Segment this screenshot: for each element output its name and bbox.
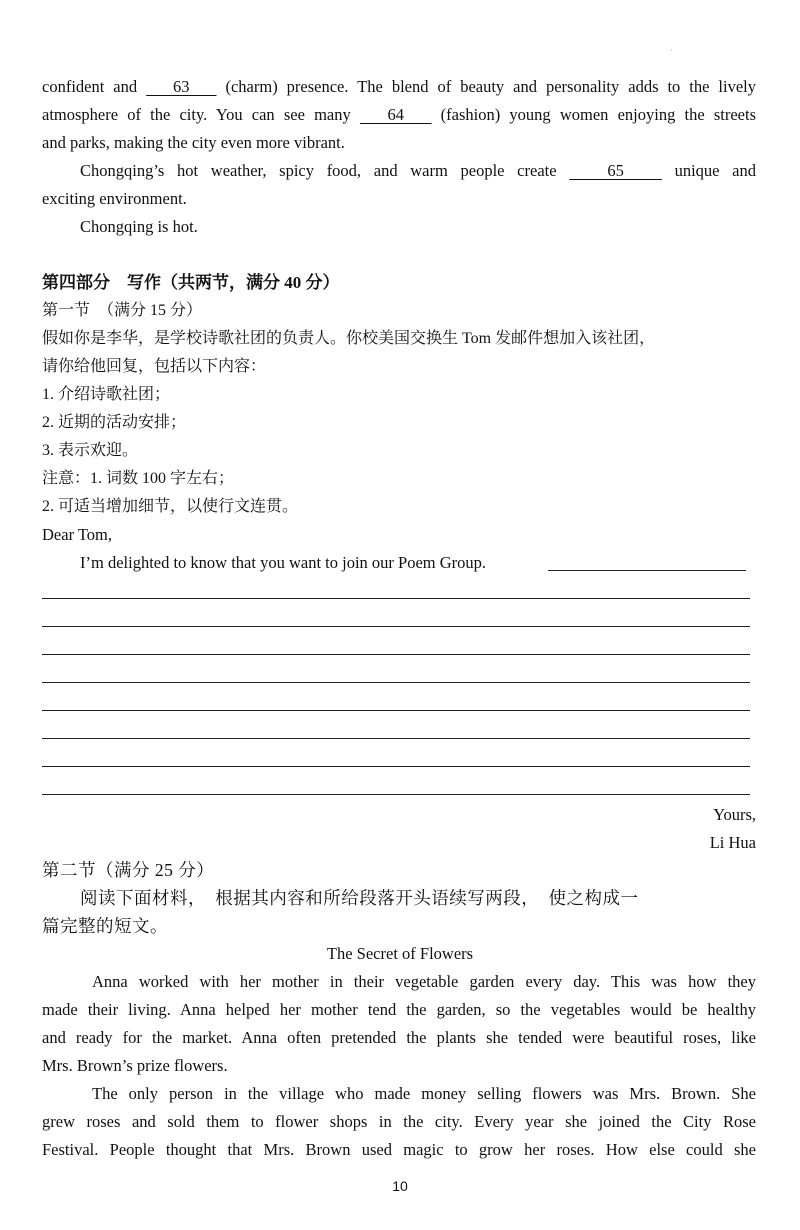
scan-mark: · [670, 46, 673, 55]
letter-greeting: Dear Tom, [42, 525, 113, 544]
text: (charm) presence. The blend of beauty and personality adds to the lively [216, 77, 757, 96]
instruction-line-1: 阅读下面材料， 根据其内容和所给段落开头语续写两段， 使之构成一 [80, 888, 639, 908]
instruction-line-2: 篇完整的短文。 [42, 916, 168, 936]
letter-signature: Li Hua [709, 833, 756, 852]
writing-line-4 [42, 682, 750, 683]
letter-closing: Yours, [713, 805, 756, 824]
text: (fashion) young women enjoying the streets [431, 105, 756, 124]
writing-line-0 [548, 570, 746, 571]
page-number: 10 [392, 1178, 408, 1194]
text: confident and [42, 77, 147, 96]
cloze-line-1 [42, 76, 756, 98]
writing-line-6 [42, 738, 750, 739]
prompt-item-3: 3. 表示欢迎。 [42, 442, 139, 459]
cloze-line-4 [80, 160, 756, 182]
story-p1-line-4: Mrs. Brown’s prize flowers. [42, 1056, 228, 1075]
writing-line-8 [42, 794, 750, 795]
blank-65: 65 [569, 161, 662, 180]
blank-63: 63 [146, 77, 217, 96]
note-line-1: 注意：1. 词数 100 字左右； [42, 470, 235, 487]
story-p1-line-2: made their living. Anna helped her mother tend the garden, so the vegetables would be healthy [42, 1000, 756, 1019]
prompt-line-2: 请你给他回复，包括以下内容： [42, 358, 267, 375]
writing-line-3 [42, 654, 750, 655]
cloze-line-2 [42, 104, 756, 126]
note-line-2: 2. 可适当增加细节，以使行文连贯。 [42, 498, 299, 515]
prompt-line-1: 假如你是李华，是学校诗歌社团的负责人。你校美国交换生 Tom 发邮件想加入该社团， [42, 330, 656, 347]
section2-title: 第二节（满分 25 分） [42, 860, 215, 880]
text: Chongqing’s hot weather, spicy food, and warm people create [80, 161, 570, 180]
writing-line-2 [42, 626, 750, 627]
story-p2-line-1: The only person in the village who made money selling flowers was Mrs. Brown. She [92, 1084, 756, 1103]
cloze-line-6: Chongqing is hot. [80, 217, 198, 236]
writing-line-5 [42, 710, 750, 711]
story-p2-line-3: Festival. People thought that Mrs. Brown used magic to grow her roses. How else could she [42, 1140, 756, 1159]
prompt-item-2: 2. 近期的活动安排； [42, 414, 187, 431]
prompt-item-1: 1. 介绍诗歌社团； [42, 386, 171, 403]
story-title: The Secret of Flowers [326, 944, 474, 963]
section1-title: 第一节 （满分 15 分） [42, 302, 203, 319]
story-p2-line-2: grew roses and sold them to flower shops in the city. Every year she joined the City Rose [42, 1112, 756, 1131]
story-p1-line-1: Anna worked with her mother in their vegetable garden every day. This was how they [92, 972, 756, 991]
letter-opening: I’m delighted to know that you want to join our Poem Group. [80, 553, 487, 572]
blank-64: 64 [359, 105, 432, 124]
writing-line-7 [42, 766, 750, 767]
cloze-line-5: exciting environment. [42, 189, 187, 208]
part4-title: 第四部分 写作（共两节，满分 40 分） [42, 273, 340, 292]
cloze-line-3: and parks, making the city even more vibrant. [42, 133, 345, 152]
text: unique and [661, 161, 756, 180]
text: atmosphere of the city. You can see many [42, 105, 360, 124]
writing-line-1 [42, 598, 750, 599]
story-p1-line-3: and ready for the market. Anna often pretended the plants she tended were beautiful roses, like [42, 1028, 756, 1047]
